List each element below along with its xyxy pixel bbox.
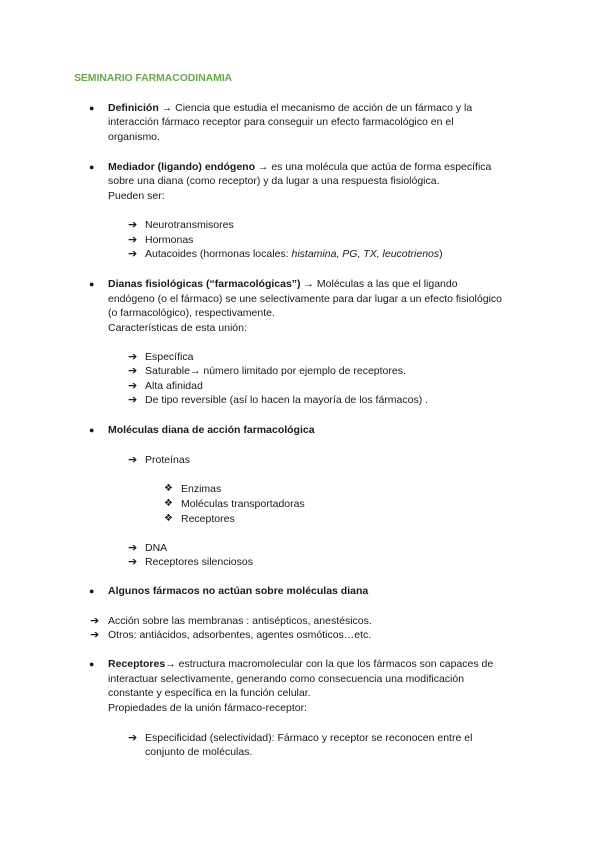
arrow-icon: ➔ xyxy=(128,394,138,406)
diamond-icon: ❖ xyxy=(164,483,173,494)
mediador-line-3: Pueden ser: xyxy=(108,190,165,202)
list-item: Receptores silenciosos xyxy=(145,556,253,568)
list-item: Neurotransmisores xyxy=(145,219,234,231)
dianas-term: Dianas fisiológicas (“farmacológicas”) xyxy=(108,278,301,290)
arrow-icon: ➔ xyxy=(128,234,138,246)
bullet-icon: ● xyxy=(89,586,95,596)
list-item: Específica xyxy=(145,351,194,363)
dianas-line-2: endógeno (o el fármaco) se une selectivamente para dar lugar a un efecto fisiológico xyxy=(108,293,502,305)
arrow-icon: ➔ xyxy=(128,542,138,554)
receptores-line-4: Propiedades de la unión fármaco-receptor: xyxy=(108,702,308,714)
arrow-icon: ➔ xyxy=(128,248,138,260)
definicion-term: Definición xyxy=(108,102,159,114)
list-item: Hormonas xyxy=(145,234,194,246)
list-item: Acción sobre las membranas : antisépticos, anestésicos. xyxy=(108,615,372,627)
sub-list-item: Moléculas transportadoras xyxy=(181,498,305,510)
bullet-icon: ● xyxy=(89,425,95,435)
mediador-line-1: Mediador (ligando) endógeno → es una molécula que actúa de forma específica xyxy=(108,161,492,173)
definicion-line-1: Definición → Ciencia que estudia el mecanismo de acción de un fármaco y la xyxy=(108,102,473,114)
arrow-icon: ➔ xyxy=(90,615,100,627)
arrow-icon: ➔ xyxy=(128,351,138,363)
algunos-heading: Algunos fármacos no actúan sobre moléculas diana xyxy=(108,585,369,597)
definicion-line-2: interacción fármaco receptor para conseguir un efecto farmacológico en el xyxy=(108,116,454,128)
list-item: Otros: antiácidos, adsorbentes, agentes osmóticos…etc. xyxy=(108,629,372,641)
bullet-icon: ● xyxy=(89,162,95,172)
dianas-line-4: Características de esta unión: xyxy=(108,322,247,334)
arrow-icon: ➔ xyxy=(128,556,138,568)
sub-list-item: Enzimas xyxy=(181,483,222,495)
mediador-line-2: sobre una diana (como receptor) y da lugar a una respuesta fisiológica. xyxy=(108,175,440,187)
dianas-line-3: (o farmacológico), respectivamente. xyxy=(108,307,275,319)
dianas-line-1: Dianas fisiológicas (“farmacológicas”) → Moléculas a las que el ligando xyxy=(108,278,458,290)
receptores-line-3: constante y específica en la función celular. xyxy=(108,687,311,699)
diamond-icon: ❖ xyxy=(164,513,173,524)
diamond-icon: ❖ xyxy=(164,498,173,509)
arrow-icon: ➔ xyxy=(128,732,138,744)
arrow-icon: ➔ xyxy=(128,454,138,466)
mediador-term: Mediador (ligando) endógeno xyxy=(108,161,255,173)
arrow-icon: ➔ xyxy=(128,365,138,377)
page-title: SEMINARIO FARMACODINAMIA xyxy=(74,72,233,84)
list-item: Especificidad (selectividad): Fármaco y receptor se reconocen entre el xyxy=(145,732,473,744)
list-item-continuation: conjunto de moléculas. xyxy=(145,746,253,758)
list-item: De tipo reversible (así lo hacen la mayoría de los fármacos) . xyxy=(145,394,429,406)
receptores-line-1: Receptores→ estructura macromolecular con la que los fármacos son capaces de xyxy=(108,658,494,670)
moleculas-heading: Moléculas diana de acción farmacológica xyxy=(108,424,315,436)
arrow-symbol: → xyxy=(158,102,176,114)
receptores-line-2: interactuar selectivamente, generando como consecuencia una modificación xyxy=(108,673,465,685)
list-item: Alta afinidad xyxy=(145,380,203,392)
bullet-icon: ● xyxy=(89,659,95,669)
list-item: Autacoides (hormonas locales: histamina, PG, TX, leucotrienos) xyxy=(145,248,443,260)
bullet-icon: ● xyxy=(89,103,95,113)
list-item: Proteínas xyxy=(145,454,190,466)
arrow-icon: ➔ xyxy=(90,629,100,641)
bullet-icon: ● xyxy=(89,279,95,289)
receptores-term: Receptores xyxy=(108,658,166,670)
list-item: DNA xyxy=(145,542,168,554)
sub-list-item: Receptores xyxy=(181,513,235,525)
arrow-icon: ➔ xyxy=(128,380,138,392)
list-item: Saturable→ número limitado por ejemplo de receptores. xyxy=(145,365,406,377)
definicion-line-3: organismo. xyxy=(108,131,160,143)
arrow-icon: ➔ xyxy=(128,219,138,231)
